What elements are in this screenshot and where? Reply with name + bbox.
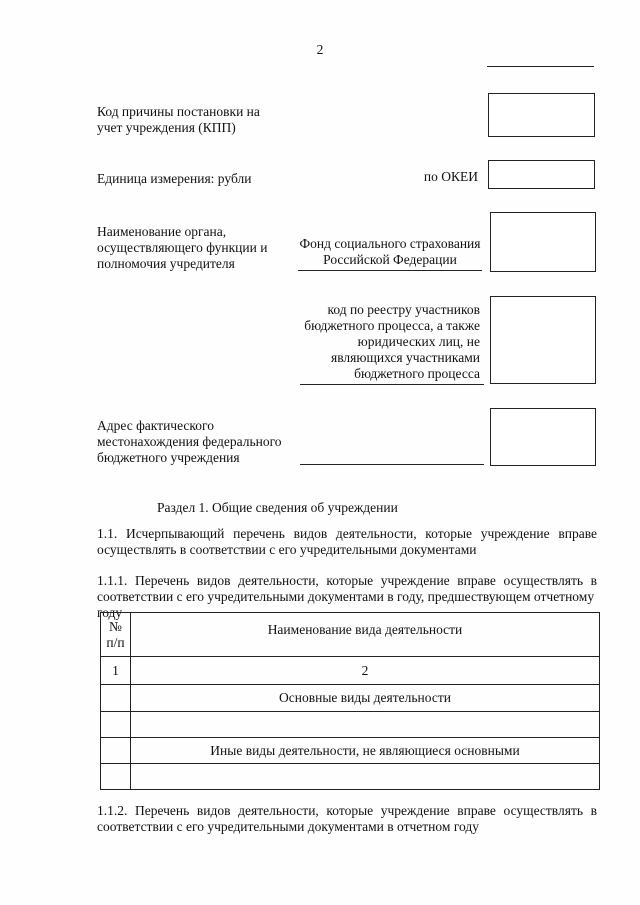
table-cell[interactable] (131, 764, 600, 790)
table-cell[interactable] (101, 685, 131, 712)
main-activities-heading: Основные виды деятельности (131, 685, 600, 712)
organ-underline (298, 270, 482, 271)
table-cell[interactable] (101, 764, 131, 790)
activities-table (100, 612, 600, 790)
okei-label: по ОКЕИ (423, 169, 478, 184)
table-row (101, 764, 600, 790)
address-code-field[interactable] (490, 408, 596, 466)
other-activities-heading: Иные виды деятельности, не являющиеся основными (131, 738, 600, 764)
registry-underline (300, 384, 484, 385)
section-title: Раздел 1. Общие сведения об учреждении (157, 500, 398, 515)
table-index-row (101, 657, 600, 685)
table-header-row (101, 613, 600, 657)
paragraph-1-1-2: 1.1.2. Перечень видов деятельности, которые учреждение вправе осуществлять в соответствии с его учредительными документами в отчетном году (97, 803, 597, 834)
page-number: 2 (316, 42, 324, 57)
table-row (101, 685, 600, 712)
kpp-field[interactable] (488, 93, 595, 137)
table-cell[interactable] (131, 712, 600, 738)
header-name: Наименование вида деятельности (131, 613, 600, 657)
address-label: Адрес фактического местонахождения федерального бюджетного учреждения (97, 418, 282, 465)
kpp-label: Код причины постановки на учет учреждения (КПП) (97, 104, 260, 135)
address-underline (300, 464, 484, 465)
paragraph-1-1-1: 1.1.1. Перечень видов деятельности, которые учреждение вправе осуществлять в соответствии с его учредительными документами в году, предшествующем отчетному году (97, 573, 597, 620)
index-num: 1 (101, 657, 131, 685)
unit-label: Единица измерения: рубли (97, 171, 252, 186)
organ-label: Наименование органа, осуществляющего функции и полномочия учредителя (97, 224, 268, 271)
okei-field[interactable] (488, 160, 595, 189)
organ-value: Фонд социального страхования Российской Федерации (299, 236, 481, 267)
header-num: № п/п (101, 613, 131, 657)
table-row (101, 712, 600, 738)
index-name: 2 (131, 657, 600, 685)
top-rule (487, 66, 594, 67)
organ-code-field[interactable] (490, 212, 596, 272)
registry-code-field[interactable] (490, 296, 596, 384)
table-cell[interactable] (101, 712, 131, 738)
table-row (101, 738, 600, 764)
table-cell[interactable] (101, 738, 131, 764)
registry-label: код по реестру участников бюджетного процесса, а также юридических лиц, не являющихся участниками бюджетного процесса (304, 302, 480, 381)
paragraph-1-1: 1.1. Исчерпывающий перечень видов деятельности, которые учреждение вправе осуществлять в соответствии с его учредительными документами (97, 526, 597, 557)
